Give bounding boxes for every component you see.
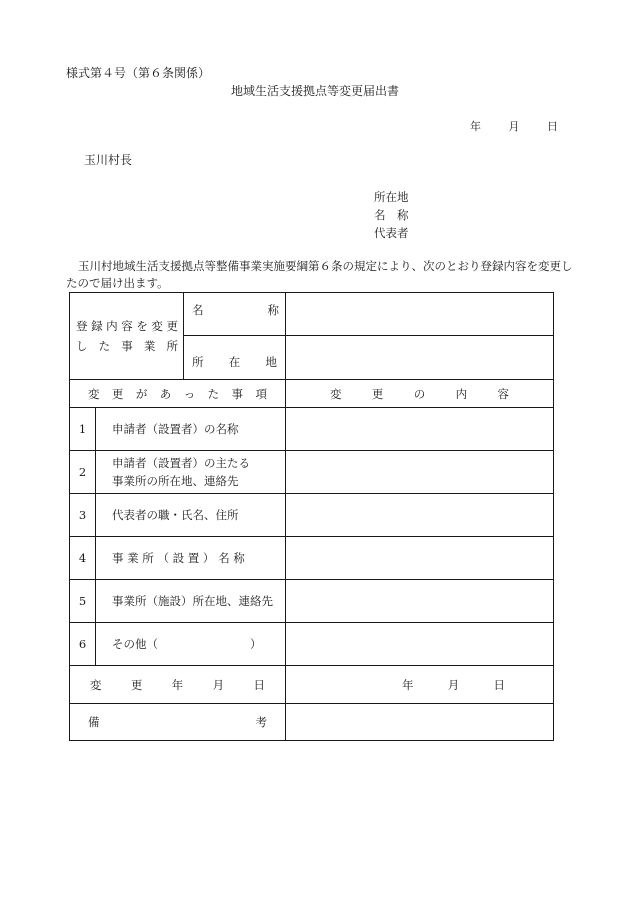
row-number: 4 [70, 537, 96, 580]
office-name-label: 名 称 [184, 293, 286, 336]
date-day-char: 日 [547, 120, 558, 133]
office-location-label: 所 在 地 [184, 336, 286, 380]
date-month-char: 月 [508, 120, 520, 133]
row-number: 3 [70, 494, 96, 537]
row-number: 1 [70, 408, 96, 451]
change-content-header: 変 更 の 内 容 [286, 380, 554, 408]
office-name-value[interactable] [286, 293, 554, 336]
change-date-label: 変 更 年 月 日 [70, 666, 286, 704]
change-date-value[interactable]: 年 月 日 [286, 666, 554, 704]
change-item: その他（ ） [96, 623, 286, 666]
change-item: 事業所（施設）所在地、連絡先 [96, 580, 286, 623]
date-year-char: 年 [470, 120, 481, 133]
changed-item-header: 変 更 が あ っ た 事 項 [70, 380, 286, 408]
change-content-cell[interactable] [286, 580, 554, 623]
applicant-name-label: 名 称 [374, 208, 409, 222]
change-item: 事 業 所 （ 設 置 ） 名 称 [96, 537, 286, 580]
change-item: 申請者（設置者）の名称 [96, 408, 286, 451]
document-title: 地域生活支援拠点等変更届出書 [230, 84, 399, 98]
applicant-representative-label: 代表者 [374, 226, 409, 240]
addressee: 玉川村長 [84, 153, 133, 167]
change-content-cell[interactable] [286, 537, 554, 580]
remarks-label: 備 考 [70, 704, 286, 741]
change-form-table [69, 292, 554, 741]
change-content-cell[interactable] [286, 623, 554, 666]
change-content-cell[interactable] [286, 494, 554, 537]
change-item: 申請者（設置者）の主たる 事業所の所在地、連絡先 [96, 451, 286, 494]
body-text: 玉川村地域生活支援拠点等整備事業実施要綱第６条の規定により、次のとおり登録内容を変更したので届け出ます。 [66, 259, 573, 290]
office-location-value[interactable] [286, 336, 554, 380]
change-item: 代表者の職・氏名、住所 [96, 494, 286, 537]
row-number: 5 [70, 580, 96, 623]
row-number: 2 [70, 451, 96, 494]
change-content-cell[interactable] [286, 408, 554, 451]
change-content-cell[interactable] [286, 451, 554, 494]
remarks-value[interactable] [286, 704, 554, 741]
office-section-label: 登 録 内 容 を 変 更 し た 事 業 所 [70, 293, 184, 380]
row-number: 6 [70, 623, 96, 666]
form-number: 様式第４号（第６条関係） [66, 66, 211, 80]
applicant-address-label: 所在地 [374, 190, 409, 204]
submission-date [448, 118, 558, 134]
